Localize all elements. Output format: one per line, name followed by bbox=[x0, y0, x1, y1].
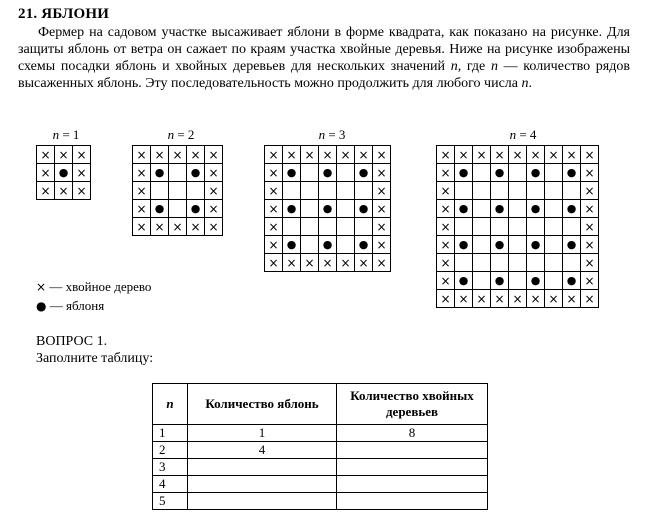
table-row bbox=[153, 442, 488, 459]
conifer-icon: × bbox=[169, 218, 187, 236]
conifer-icon: × bbox=[151, 218, 169, 236]
conifer-icon: × bbox=[491, 290, 509, 308]
conifer-icon: × bbox=[581, 146, 599, 164]
conifer-icon: × bbox=[455, 146, 473, 164]
conifer-icon: × bbox=[437, 146, 455, 164]
grid-row bbox=[437, 236, 599, 254]
table-row bbox=[153, 476, 488, 493]
conifer-icon: × bbox=[133, 164, 151, 182]
conifer-icon: × bbox=[205, 146, 223, 164]
conifer-icon: × bbox=[73, 164, 91, 182]
empty-cell bbox=[545, 182, 563, 200]
planting-grid-n3 bbox=[264, 145, 391, 272]
empty-cell bbox=[545, 254, 563, 272]
apple-icon: ● bbox=[455, 272, 473, 290]
conifer-icon: × bbox=[73, 182, 91, 200]
cell-apples[interactable] bbox=[188, 459, 337, 476]
empty-cell bbox=[151, 182, 169, 200]
cell-conifers[interactable] bbox=[337, 442, 488, 459]
conifer-icon: × bbox=[581, 254, 599, 272]
conifer-icon: × bbox=[337, 254, 355, 272]
cell-n: 3 bbox=[153, 459, 188, 476]
apple-icon: ● bbox=[151, 164, 169, 182]
conifer-icon: × bbox=[319, 146, 337, 164]
apple-icon: ● bbox=[283, 236, 301, 254]
empty-cell bbox=[337, 236, 355, 254]
empty-cell bbox=[301, 236, 319, 254]
empty-cell bbox=[491, 218, 509, 236]
empty-cell bbox=[473, 254, 491, 272]
conifer-icon: × bbox=[265, 146, 283, 164]
apple-icon: ● bbox=[283, 164, 301, 182]
conifer-icon: × bbox=[55, 146, 73, 164]
conifer-icon: × bbox=[373, 182, 391, 200]
conifer-icon: × bbox=[205, 164, 223, 182]
grid-row bbox=[265, 200, 391, 218]
grid-row bbox=[437, 200, 599, 218]
empty-cell bbox=[283, 218, 301, 236]
conifer-icon: × bbox=[563, 146, 581, 164]
empty-cell bbox=[563, 254, 581, 272]
empty-cell bbox=[563, 218, 581, 236]
conifer-icon: × bbox=[37, 146, 55, 164]
grid-row bbox=[133, 200, 223, 218]
empty-cell bbox=[301, 182, 319, 200]
answer-table bbox=[152, 383, 488, 510]
conifer-icon: × bbox=[563, 290, 581, 308]
conifer-symbol-icon: × bbox=[36, 280, 47, 294]
conifer-icon: × bbox=[581, 236, 599, 254]
conifer-icon: × bbox=[301, 254, 319, 272]
cell-conifers[interactable] bbox=[337, 493, 488, 510]
conifer-icon: × bbox=[133, 218, 151, 236]
cell-n: 2 bbox=[153, 442, 188, 459]
apple-icon: ● bbox=[563, 164, 581, 182]
conifer-icon: × bbox=[265, 236, 283, 254]
header-conifers: Количество хвойных деревьев bbox=[337, 384, 488, 425]
empty-cell bbox=[169, 182, 187, 200]
grid-row bbox=[437, 164, 599, 182]
grid-row bbox=[37, 146, 91, 164]
planting-grid-n1 bbox=[36, 145, 91, 200]
empty-cell bbox=[337, 218, 355, 236]
apple-icon: ● bbox=[527, 236, 545, 254]
empty-cell bbox=[527, 182, 545, 200]
conifer-icon: × bbox=[73, 146, 91, 164]
empty-cell bbox=[527, 254, 545, 272]
conifer-icon: × bbox=[527, 146, 545, 164]
question-title: ВОПРОС 1. bbox=[36, 334, 108, 349]
conifer-icon: × bbox=[151, 146, 169, 164]
cell-apples[interactable] bbox=[188, 476, 337, 493]
conifer-icon: × bbox=[545, 146, 563, 164]
conifer-icon: × bbox=[187, 146, 205, 164]
grid-row bbox=[437, 146, 599, 164]
question-text: Заполните таблицу: bbox=[36, 351, 154, 366]
apple-icon: ● bbox=[187, 200, 205, 218]
conifer-icon: × bbox=[283, 146, 301, 164]
empty-cell bbox=[473, 272, 491, 290]
apple-icon: ● bbox=[527, 200, 545, 218]
grid-row bbox=[265, 218, 391, 236]
apple-icon: ● bbox=[283, 200, 301, 218]
task-title: 21. ЯБЛОНИ bbox=[18, 6, 110, 22]
empty-cell bbox=[473, 182, 491, 200]
apple-icon: ● bbox=[455, 236, 473, 254]
conifer-icon: × bbox=[491, 146, 509, 164]
empty-cell bbox=[527, 218, 545, 236]
apple-icon: ● bbox=[355, 164, 373, 182]
conifer-icon: × bbox=[355, 146, 373, 164]
planting-grid-n4 bbox=[436, 145, 599, 308]
grid-row bbox=[265, 182, 391, 200]
conifer-icon: × bbox=[437, 164, 455, 182]
conifer-icon: × bbox=[265, 164, 283, 182]
conifer-icon: × bbox=[581, 272, 599, 290]
answer-table-header bbox=[153, 384, 488, 425]
conifer-icon: × bbox=[581, 200, 599, 218]
empty-cell bbox=[509, 164, 527, 182]
conifer-icon: × bbox=[373, 236, 391, 254]
conifer-icon: × bbox=[581, 164, 599, 182]
conifer-icon: × bbox=[373, 164, 391, 182]
apple-icon: ● bbox=[491, 164, 509, 182]
apple-icon: ● bbox=[563, 200, 581, 218]
empty-cell bbox=[473, 200, 491, 218]
cell-apples[interactable]: 4 bbox=[188, 442, 337, 459]
diagram-label-n4: n = 4 bbox=[509, 127, 537, 142]
empty-cell bbox=[545, 272, 563, 290]
empty-cell bbox=[301, 164, 319, 182]
grid-row bbox=[437, 218, 599, 236]
apple-icon: ● bbox=[527, 272, 545, 290]
apple-icon: ● bbox=[455, 200, 473, 218]
conifer-icon: × bbox=[373, 146, 391, 164]
header-apples: Количество яблонь bbox=[188, 384, 337, 425]
empty-cell bbox=[473, 218, 491, 236]
conifer-icon: × bbox=[373, 254, 391, 272]
empty-cell bbox=[355, 182, 373, 200]
conifer-icon: × bbox=[283, 254, 301, 272]
conifer-icon: × bbox=[581, 182, 599, 200]
empty-cell bbox=[337, 182, 355, 200]
conifer-icon: × bbox=[187, 218, 205, 236]
apple-icon: ● bbox=[491, 236, 509, 254]
grid-row bbox=[133, 182, 223, 200]
planting-grid-n2 bbox=[132, 145, 223, 236]
empty-cell bbox=[509, 236, 527, 254]
task-description: Фермер на садовом участке высаживает яблони в форме квадрата, как показано на рисунке. Для защиты яблонь от ветра он сажает по краям участка хвойные деревья. Ниже на рисунке изображены схемы посадки яблонь и хвойных деревьев для нескольких значений n, где n — количество рядов высаженных яблонь. Эту последовательность можно продолжить для любого числа n. bbox=[18, 25, 630, 91]
apple-icon: ● bbox=[151, 200, 169, 218]
apple-icon: ● bbox=[563, 272, 581, 290]
apple-icon: ● bbox=[491, 272, 509, 290]
legend-conifer: × — хвойное дерево bbox=[36, 279, 152, 294]
grid-row bbox=[437, 254, 599, 272]
table-row bbox=[153, 493, 488, 510]
grid-row bbox=[133, 218, 223, 236]
legend-apple: ● — яблоня bbox=[36, 298, 105, 313]
grid-row bbox=[437, 272, 599, 290]
apple-icon: ● bbox=[319, 200, 337, 218]
apple-icon: ● bbox=[355, 200, 373, 218]
conifer-icon: × bbox=[437, 254, 455, 272]
grid-row bbox=[37, 164, 91, 182]
empty-cell bbox=[509, 272, 527, 290]
diagram-label-n3: n = 3 bbox=[318, 127, 346, 142]
apple-symbol-icon: ● bbox=[36, 299, 47, 313]
conifer-icon: × bbox=[581, 218, 599, 236]
conifer-icon: × bbox=[373, 218, 391, 236]
conifer-icon: × bbox=[133, 200, 151, 218]
conifer-icon: × bbox=[319, 254, 337, 272]
apple-icon: ● bbox=[455, 164, 473, 182]
grid-row bbox=[437, 290, 599, 308]
cell-n: 4 bbox=[153, 476, 188, 493]
empty-cell bbox=[473, 236, 491, 254]
conifer-icon: × bbox=[509, 290, 527, 308]
conifer-icon: × bbox=[437, 290, 455, 308]
conifer-icon: × bbox=[437, 272, 455, 290]
empty-cell bbox=[491, 254, 509, 272]
conifer-icon: × bbox=[37, 182, 55, 200]
cell-conifers[interactable] bbox=[337, 459, 488, 476]
grid-row bbox=[265, 146, 391, 164]
conifer-icon: × bbox=[265, 254, 283, 272]
empty-cell bbox=[545, 218, 563, 236]
empty-cell bbox=[337, 164, 355, 182]
diagram-label-n2: n = 2 bbox=[167, 127, 195, 142]
conifer-icon: × bbox=[133, 182, 151, 200]
empty-cell bbox=[455, 254, 473, 272]
apple-icon: ● bbox=[355, 236, 373, 254]
conifer-icon: × bbox=[301, 146, 319, 164]
empty-cell bbox=[301, 218, 319, 236]
conifer-icon: × bbox=[473, 290, 491, 308]
conifer-icon: × bbox=[373, 200, 391, 218]
grid-row bbox=[265, 236, 391, 254]
conifer-icon: × bbox=[133, 146, 151, 164]
empty-cell bbox=[337, 200, 355, 218]
empty-cell bbox=[491, 182, 509, 200]
grid-row bbox=[133, 146, 223, 164]
apple-icon: ● bbox=[563, 236, 581, 254]
conifer-icon: × bbox=[37, 164, 55, 182]
conifer-icon: × bbox=[437, 200, 455, 218]
empty-cell bbox=[509, 254, 527, 272]
apple-icon: ● bbox=[319, 164, 337, 182]
empty-cell bbox=[169, 200, 187, 218]
conifer-icon: × bbox=[527, 290, 545, 308]
header-n: n bbox=[153, 384, 188, 425]
conifer-icon: × bbox=[473, 146, 491, 164]
empty-cell bbox=[545, 236, 563, 254]
conifer-icon: × bbox=[437, 182, 455, 200]
conifer-icon: × bbox=[205, 218, 223, 236]
diagram-label-n1: n = 1 bbox=[52, 127, 80, 142]
conifer-icon: × bbox=[265, 182, 283, 200]
conifer-icon: × bbox=[437, 218, 455, 236]
grid-row bbox=[265, 254, 391, 272]
empty-cell bbox=[455, 218, 473, 236]
grid-row bbox=[265, 164, 391, 182]
cell-n: 1 bbox=[153, 425, 188, 442]
cell-conifers[interactable] bbox=[337, 476, 488, 493]
empty-cell bbox=[169, 164, 187, 182]
conifer-icon: × bbox=[437, 236, 455, 254]
conifer-icon: × bbox=[455, 290, 473, 308]
apple-icon: ● bbox=[55, 164, 73, 182]
conifer-icon: × bbox=[265, 200, 283, 218]
apple-icon: ● bbox=[527, 164, 545, 182]
conifer-icon: × bbox=[337, 146, 355, 164]
cell-apples[interactable] bbox=[188, 493, 337, 510]
empty-cell bbox=[301, 200, 319, 218]
empty-cell bbox=[355, 218, 373, 236]
table-row bbox=[153, 425, 488, 442]
empty-cell bbox=[187, 182, 205, 200]
grid-row bbox=[37, 182, 91, 200]
conifer-icon: × bbox=[55, 182, 73, 200]
empty-cell bbox=[455, 182, 473, 200]
grid-row bbox=[437, 182, 599, 200]
table-row bbox=[153, 459, 488, 476]
cell-apples[interactable]: 1 bbox=[188, 425, 337, 442]
empty-cell bbox=[319, 218, 337, 236]
empty-cell bbox=[473, 164, 491, 182]
conifer-icon: × bbox=[581, 290, 599, 308]
conifer-icon: × bbox=[355, 254, 373, 272]
empty-cell bbox=[545, 164, 563, 182]
apple-icon: ● bbox=[319, 236, 337, 254]
conifer-icon: × bbox=[205, 200, 223, 218]
empty-cell bbox=[563, 182, 581, 200]
apple-icon: ● bbox=[187, 164, 205, 182]
cell-n: 5 bbox=[153, 493, 188, 510]
empty-cell bbox=[509, 200, 527, 218]
empty-cell bbox=[283, 182, 301, 200]
conifer-icon: × bbox=[509, 146, 527, 164]
cell-conifers[interactable]: 8 bbox=[337, 425, 488, 442]
empty-cell bbox=[545, 200, 563, 218]
grid-row bbox=[133, 164, 223, 182]
conifer-icon: × bbox=[545, 290, 563, 308]
conifer-icon: × bbox=[169, 146, 187, 164]
conifer-icon: × bbox=[265, 218, 283, 236]
empty-cell bbox=[509, 218, 527, 236]
conifer-icon: × bbox=[205, 182, 223, 200]
empty-cell bbox=[509, 182, 527, 200]
apple-icon: ● bbox=[491, 200, 509, 218]
empty-cell bbox=[319, 182, 337, 200]
